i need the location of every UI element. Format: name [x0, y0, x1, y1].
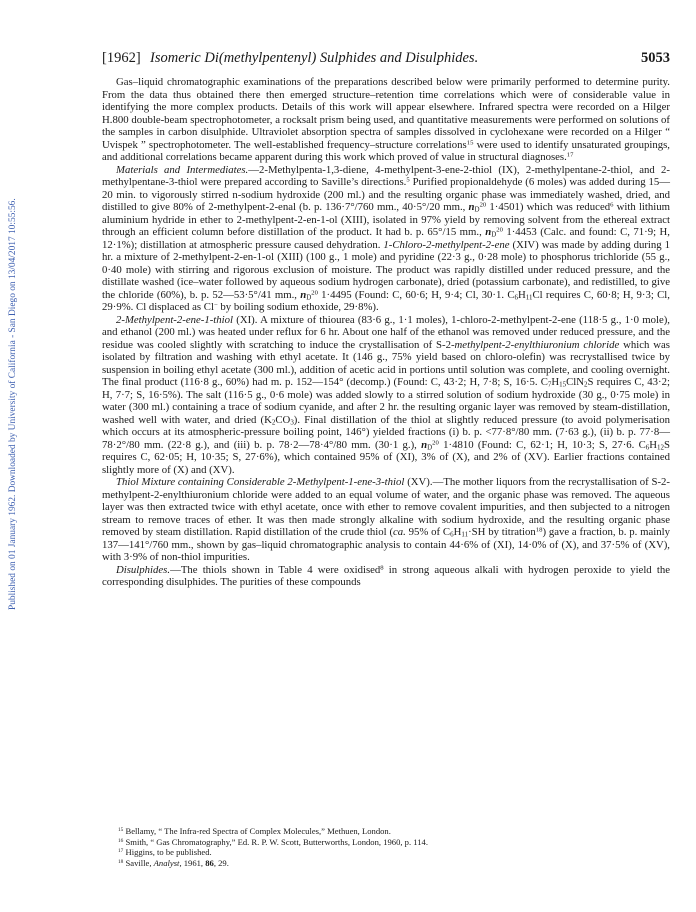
paragraph-thiol-mixture: Thiol Mixture containing Considerable 2-Methylpent-1-ene-3-thiol (XV).—The mother liquors from the recrystallisation of S-2-methylpent-2-enylthiuronium chloride were added to an equal volume of water, and the organic phase was removed. The aqueous layer was then extracted twice with ethyl acetate, once with ether to remove covalent impurities, and then subjected to a nitrogen stream to remove traces of ether. It was then made strongly alkaline with sodium hydroxide, and the resulting organic phase removed by steam distillation. Rapid distillation of the crude thiol (ca. 95% of $C_6H_{11}\cdot SH$ by titration$^{18}$) gave a fraction, b. p. mainly 137—141°/760 mm., shown by gas–liquid chromatographic analysis to contain 44·6% of (XI), 14·0% of (X), and 37·5% of (XV), with 3·9% of non-thiol impurities. [102, 476, 671, 563]
section-heading-thiol: 2-Methylpent-2-ene-1-thiol [116, 313, 234, 326]
paragraph-thiol-xi: 2-Methylpent-2-ene-1-thiol (XI). A mixture of thiourea (83·6 g., 1·1 moles), 1-chloro-2-methylpent-2-ene (118·5 g., 1·0 mole), and ethanol (200 ml.) was heated under reflux for 6 hr. About one half of the ethanol was removed under reduced pressure, and the residue was cooled slightly with scratching to induce the crystallisation of S-2-methylpent-2-enylthiuronium chloride which was isolated by filtration and washing with ethyl acetate. It (146 g., 75% yield based on chloro-olefin) was recrystallised twice by suspension in boiling ethyl acetate (300 ml.), addition of acetic acid in portions until solution was complete, and cooling overnight. The final product (116·8 g., 60%) had m. p. 152—154° (decomp.) (Found: C, 43·2; H, 7·8; S, 16·5. $C_7H_{15}ClN_2S$ requires C, 43·2; H, 7·7; S, 16·5%). The salt (116·5 g., 0·6 mole) was added slowly to a stirred solution of sodium hydroxide (30 g., 0·75 mole) in water (300 ml.) containing a trace of sodium cyanide, and after 2 hr. the resulting organic layer was removed by steam-distillation, washed well with water, and dried $(K_2CO_3)$. Final distillation of the thiol at slightly reduced pressure (to avoid polymerisation which occurs at its atmospheric-pressure boiling point, 146°) yielded fractions (i) b. p. <77·8°/80 mm. (7·63 g.), (ii) b. p. 77·8—78·2°/80 mm. (22·8 g.), and (iii) b. p. 78·2—78·4°/80 mm. (30·1 g.), $n_D^{20}$ 1·4810 (Found: C, 62·1; H, 10·3; S, 27·6. $C_6H_{12}S$ requires C, 62·05; H, 10·35; S, 27·6%), which contained 95% of (XI), 3% of (X), and 2% of (XV). Earlier fractions contained slightly more of (X) and (XV). [102, 313, 670, 476]
footnotes [118, 826, 668, 868]
download-watermark: Published on 01 January 1962. Downloaded by University of California - San Diego on 13/04/2017 10:55:56. [8, 198, 18, 610]
paragraph-materials: Materials and Intermediates.—2-Methylpenta-1,3-diene, 4-methylpent-3-ene-2-thiol (IX), 2-methylpentane-2-thiol, and 2-methylpentane-3-thiol were prepared according to Saville’s directions.$^5$ Purified propionaldehyde (6 moles) was added during 15—20 min. to vigorously stirred n-sodium hydroxide (200 ml.) and the resulting organic phase was immediately washed, dried, and distilled to give 80% of 2-methylpent-2-enal (b. p. 136·7°/760 mm., 40·5°/20 mm., $n_D^{20}$ 1·4501) which was reduced$^6$ with lithium aluminium hydride in ether to 2-methylpent-2-en-1-ol (XIII), isolated in 97% yield by removing solvent from the ethereal extract through an efficient column before distillation of the product. It had b. p. 65°/15 mm., $n_D^{20}$ 1·4453 (Calc. and found: C, 71·9; H, 12·1%); distillation at atmospheric pressure caused dehydration. 1-Chloro-2-methylpent-2-ene (XIV) was made by adding during 1 hr. a mixture of 2-methylpent-2-en-1-ol (XIII) (100 g., 1 mole) and pyridine (22·3 g., 0·28 mole) to phosphorus trichloride (55 g., 0·40 mole) with stirring and rigorous exclusion of moisture. The product was rapidly distilled under reduced pressure, and the distillate washed (ice–water followed by aqueous sodium hydrogen carbonate), dried (potassium carbonate), and redistilled, to give the chloride (60%), b. p. 52—53·5°/41 mm., $n_D^{20}$ 1·4495 (Found: C, 60·6; H, 9·4; Cl, 30·1. $C_6H_{11}Cl$ requires C, 60·8; H, 9·3; Cl, 29·9%. Cl displaced as Cl− by boiling sodium ethoxide, 29·8%). [102, 163, 671, 313]
footnote: $^{17}$ Higgins, to be published. [118, 847, 212, 858]
page-number: 5053 [641, 50, 670, 66]
footnote: $^{16}$ Smith, “ Gas Chromatography,” Ed. R. P. W. Scott, Butterworths, London, 1960, p. 114. [118, 836, 429, 847]
header-year: [1962] [102, 50, 141, 66]
running-header [102, 50, 670, 70]
header-title: Isomeric Di(methylpentenyl) Sulphides and Disulphides. [150, 50, 479, 66]
paragraph-disulphides: Disulphides.—The thiols shown in Table 4 were oxidised$^8$ in strong aqueous alkali with hydrogen peroxide to yield the corresponding disulphides. The purities of these compounds [102, 563, 670, 588]
footnote: $^{18}$ Saville, Analyst, 1961, 86, 29. [118, 857, 229, 868]
footnote: $^{15}$ Bellamy, “ The Infra-red Spectra of Complex Molecules,” Methuen, London. [118, 826, 391, 836]
section-heading-thiol-mixture: Thiol Mixture containing Considerable 2-Methylpent-1-ene-3-thiol [116, 476, 405, 488]
paragraph-intro: Gas–liquid chromatographic examinations of the preparations described below were primarily performed to determine purity. From the data thus obtained there then emerged structure–retention time correlations which were of considerable value in identifying the more complex products. Details of this work will appear elsewhere. Infrared spectra were recorded on a Hilger H.800 double-beam spectrophotometer, a rocksalt prism being used, and quantitative measurements were performed on solutions of the samples in carbon disulphide. Ultraviolet absorption spectra of samples dissolved in cyclohexane were recorded on a Hilger “ Uvispek ” spectrophotometer. The well-established frequency–structure correlations$^{15}$ were used to identify unsaturated groupings, and additional correlations became apparent during this work which proved of value in structural diagnoses.$^{17}$ [102, 76, 670, 163]
section-heading-materials: Materials and Intermediates. [116, 163, 249, 176]
article-body [102, 76, 670, 589]
section-heading-disulphides: Disulphides. [116, 563, 171, 576]
